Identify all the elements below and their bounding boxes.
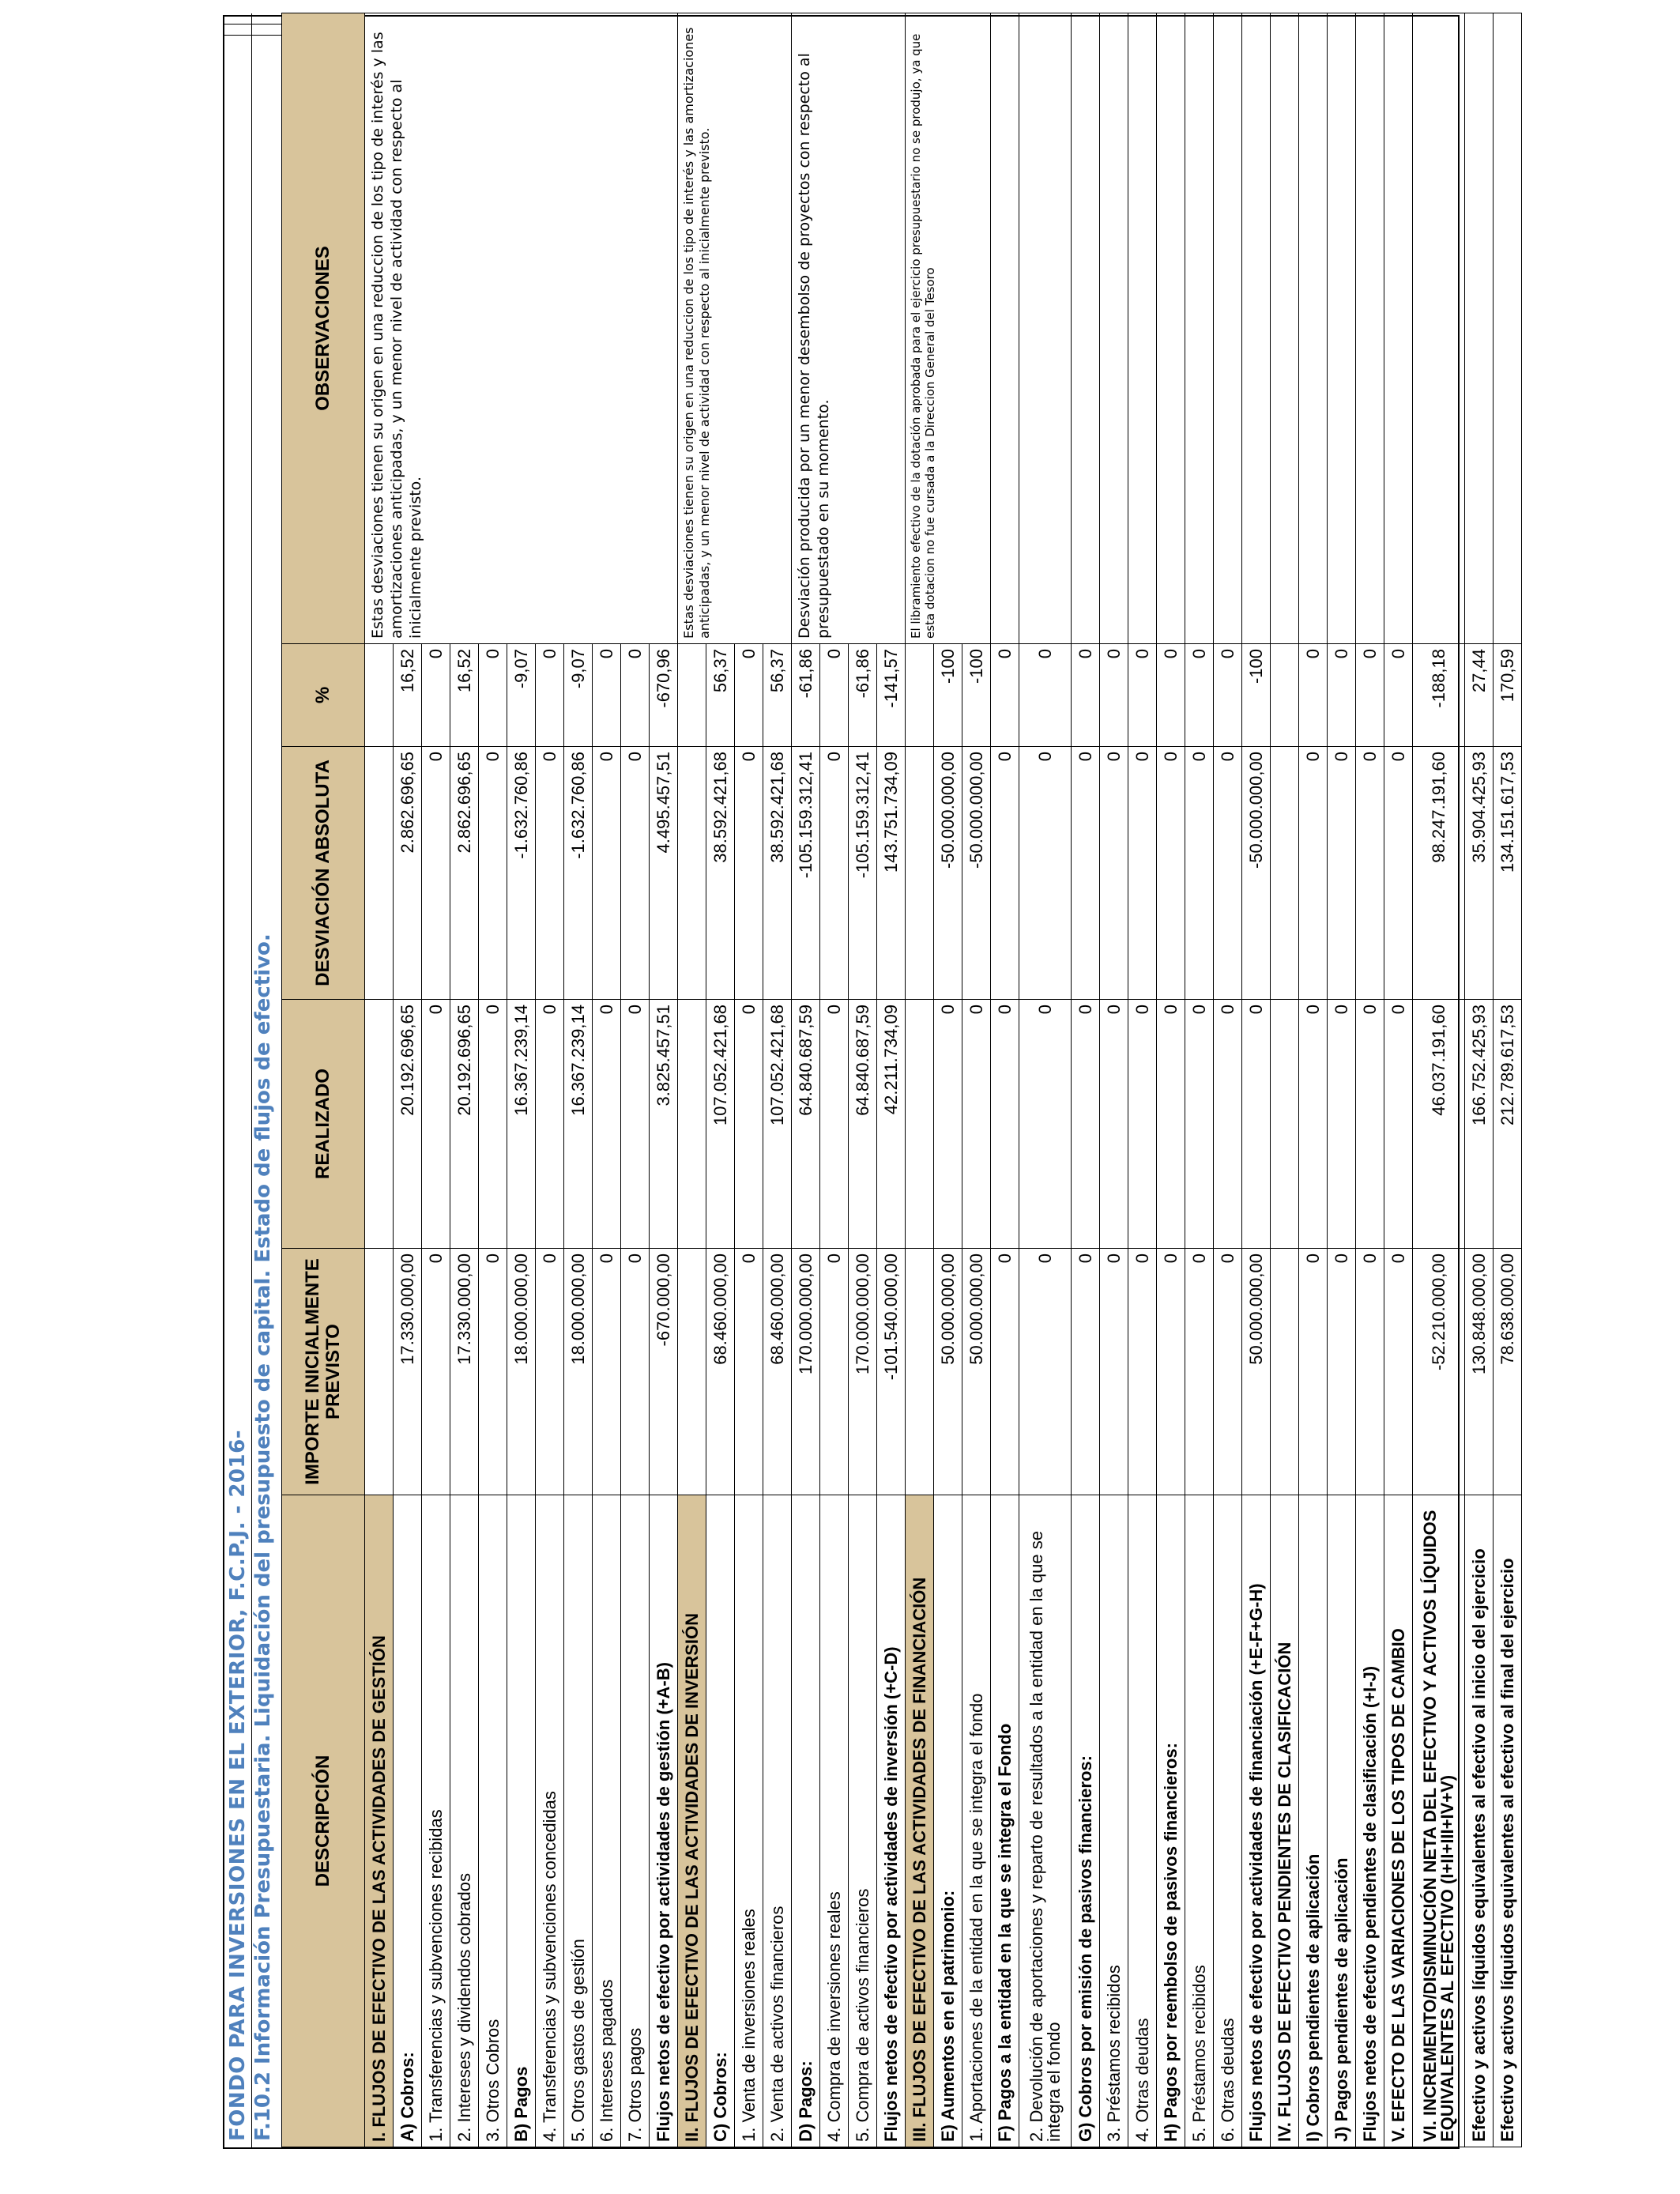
- row-realizado: 0: [1356, 1000, 1384, 1249]
- row-realizado: 0: [1242, 1000, 1271, 1249]
- row-percent: 0: [1299, 644, 1328, 747]
- row-description: 2. Venta de activos financieros: [763, 1495, 792, 2147]
- table-row: [1271, 13, 1299, 2147]
- row-desviacion: 2.862.696,65: [450, 747, 479, 1000]
- row-realizado: 0: [1019, 1000, 1072, 1249]
- row-previsto: 0: [1384, 1249, 1413, 1495]
- row-description: 4. Compra de inversiones reales: [820, 1495, 849, 2147]
- row-percent: 0: [1128, 644, 1157, 747]
- row-previsto: 50.000.000,00: [934, 1249, 962, 1495]
- row-previsto: 0: [1072, 1249, 1100, 1495]
- table-row: [1185, 13, 1214, 2147]
- row-description: Flujos netos de efectivo por actividades de gestión (+A-B): [650, 1495, 678, 2147]
- row-realizado: 3.825.457,51: [650, 1000, 678, 1249]
- observation-empty: [1157, 13, 1185, 644]
- row-previsto: 170.000.000,00: [792, 1249, 820, 1495]
- col-header-realizado: REALIZADO: [282, 1000, 365, 1249]
- row-realizado: 0: [1128, 1000, 1157, 1249]
- row-desviacion: -105.159.312,41: [849, 747, 877, 1000]
- row-desviacion: 0: [1185, 747, 1214, 1000]
- table-row: [1299, 13, 1328, 2147]
- row-realizado: 0: [735, 1000, 763, 1249]
- row-description: 6. Intereses pagados: [593, 1495, 621, 2147]
- row-description: 5. Préstamos recibidos: [1185, 1495, 1214, 2147]
- row-realizado: [365, 1000, 394, 1249]
- row-percent: 0: [1185, 644, 1214, 747]
- observation-empty: [1328, 13, 1356, 644]
- observation-empty: [1299, 13, 1328, 644]
- row-realizado: 0: [991, 1000, 1019, 1249]
- observation-cell: Desviación producida por un menor desembolso de proyectos con respecto al presupuestado en su momento.: [792, 13, 906, 644]
- row-desviacion: 0: [1100, 747, 1128, 1000]
- report-subtitle: F.10.2 Información Presupuestaria. Liquidación del presupuesto de capital. Estado de flujos de efectivo.: [251, 933, 275, 2141]
- row-realizado: 20.192.696,65: [450, 1000, 479, 1249]
- row-desviacion: 134.151.617,53: [1494, 747, 1522, 1000]
- title-column-divider: [224, 24, 281, 25]
- row-percent: -9,07: [564, 644, 593, 747]
- row-desviacion: 0: [1328, 747, 1356, 1000]
- row-previsto: 0: [1019, 1249, 1072, 1495]
- row-percent: 0: [1356, 644, 1384, 747]
- row-percent: 0: [479, 644, 507, 747]
- row-realizado: 107.052.421,68: [706, 1000, 735, 1249]
- row-description: 4. Otras deudas: [1128, 1495, 1157, 2147]
- row-description: G) Cobros por emisión de pasivos financieros:: [1072, 1495, 1100, 2147]
- row-desviacion: 35.904.425,93: [1465, 747, 1494, 1000]
- row-realizado: 16.367.239,14: [564, 1000, 593, 1249]
- row-previsto: 0: [1214, 1249, 1242, 1495]
- observation-empty: [1465, 13, 1494, 644]
- row-percent: 0: [593, 644, 621, 747]
- row-percent: 16,52: [394, 644, 422, 747]
- row-description: 7. Otros pagos: [621, 1495, 650, 2147]
- table-row: [1384, 13, 1413, 2147]
- row-desviacion: [365, 747, 394, 1000]
- row-percent: 170,59: [1494, 644, 1522, 747]
- row-realizado: 0: [1214, 1000, 1242, 1249]
- row-description: D) Pagos:: [792, 1495, 820, 2147]
- row-percent: [906, 644, 934, 747]
- observation-empty: [1128, 13, 1157, 644]
- table-row: [792, 13, 820, 2147]
- row-description: 5. Otros gastos de gestión: [564, 1495, 593, 2147]
- row-previsto: [1271, 1249, 1299, 1495]
- row-previsto: 130.848.000,00: [1465, 1249, 1494, 1495]
- table-row: [906, 13, 934, 2147]
- row-previsto: 0: [1185, 1249, 1214, 1495]
- row-desviacion: [678, 747, 706, 1000]
- row-realizado: [678, 1000, 706, 1249]
- row-percent: -61,86: [849, 644, 877, 747]
- row-realizado: 107.052.421,68: [763, 1000, 792, 1249]
- row-desviacion: 0: [1299, 747, 1328, 1000]
- observation-empty: [991, 13, 1019, 644]
- row-percent: -188,18: [1413, 644, 1465, 747]
- row-previsto: 50.000.000,00: [1242, 1249, 1271, 1495]
- row-previsto: 0: [536, 1249, 564, 1495]
- table-row: [991, 13, 1019, 2147]
- table-row: [1328, 13, 1356, 2147]
- row-description: V. EFECTO DE LAS VARIACIONES DE LOS TIPOS DE CAMBIO: [1384, 1495, 1413, 2147]
- row-desviacion: -50.000.000,00: [962, 747, 991, 1000]
- row-previsto: 18.000.000,00: [564, 1249, 593, 1495]
- row-previsto: -52.210.000,00: [1413, 1249, 1465, 1495]
- row-description: III. FLUJOS DE EFECTIVO DE LAS ACTIVIDADES DE FINANCIACIÓN: [906, 1495, 934, 2147]
- row-realizado: 0: [621, 1000, 650, 1249]
- observation-empty: [1214, 13, 1242, 644]
- row-description: VI. INCREMENTO/DISMINUCIÓN NETA DEL EFECTIVO Y ACTIVOS LÍQUIDOS EQUIVALENTES AL EFECTIVO (I+II+III+IV+V): [1413, 1495, 1465, 2147]
- table-row: [1465, 13, 1494, 2147]
- row-previsto: 0: [1328, 1249, 1356, 1495]
- row-description: 6. Otras deudas: [1214, 1495, 1242, 2147]
- row-desviacion: 0: [1072, 747, 1100, 1000]
- row-description: 1. Venta de inversiones reales: [735, 1495, 763, 2147]
- row-previsto: 170.000.000,00: [849, 1249, 877, 1495]
- row-desviacion: 0: [1356, 747, 1384, 1000]
- row-percent: -100: [1242, 644, 1271, 747]
- row-percent: 56,37: [763, 644, 792, 747]
- row-description: I. FLUJOS DE EFECTIVO DE LAS ACTIVIDADES DE GESTIÓN: [365, 1495, 394, 2147]
- row-realizado: 0: [479, 1000, 507, 1249]
- row-realizado: 0: [1185, 1000, 1214, 1249]
- row-description: 5. Compra de activos financieros: [849, 1495, 877, 2147]
- observation-empty: [1384, 13, 1413, 644]
- row-previsto: -101.540.000,00: [877, 1249, 906, 1495]
- table-body: [365, 13, 1522, 2147]
- observation-empty: [1494, 13, 1522, 644]
- observation-cell: Estas desviaciones tienen su origen en una reduccion de los tipo de interés y las amortizaciones anticipadas, y un menor nivel de actividad con respecto al inicialmente previsto.: [365, 13, 678, 644]
- row-realizado: 64.840.687,59: [849, 1000, 877, 1249]
- row-desviacion: 0: [1128, 747, 1157, 1000]
- row-description: J) Pagos pendientes de aplicación: [1328, 1495, 1356, 2147]
- row-desviacion: 2.862.696,65: [394, 747, 422, 1000]
- row-realizado: 0: [1328, 1000, 1356, 1249]
- row-desviacion: 4.495.457,51: [650, 747, 678, 1000]
- observation-cell: El libramiento efectivo de la dotación aprobada para el ejercicio presupuestario no se produjo, ya que esta dotacion no fue cursada a la Direccion General del Tesoro: [906, 13, 991, 644]
- row-percent: -100: [962, 644, 991, 747]
- table-row: [1242, 13, 1271, 2147]
- table-row: [1356, 13, 1384, 2147]
- row-percent: 0: [536, 644, 564, 747]
- col-header-desviacion: DESVIACIÓN ABSOLUTA: [282, 747, 365, 1000]
- col-header-previsto: IMPORTE INICIALMENTE PREVISTO: [282, 1249, 365, 1495]
- row-previsto: 0: [820, 1249, 849, 1495]
- row-previsto: 50.000.000,00: [962, 1249, 991, 1495]
- row-description: 3. Otros Cobros: [479, 1495, 507, 2147]
- row-description: II. FLUJOS DE EFECTIVO DE LAS ACTIVIDADES DE INVERSIÓN: [678, 1495, 706, 2147]
- observation-empty: [1019, 13, 1072, 644]
- row-percent: -670,96: [650, 644, 678, 747]
- table-row: [1072, 13, 1100, 2147]
- row-description: IV. FLUJOS DE EFECTIVO PENDIENTES DE CLASIFICACIÓN: [1271, 1495, 1299, 2147]
- row-desviacion: 0: [1214, 747, 1242, 1000]
- row-realizado: 0: [536, 1000, 564, 1249]
- row-percent: -61,86: [792, 644, 820, 747]
- row-previsto: 17.330.000,00: [394, 1249, 422, 1495]
- row-realizado: [1271, 1000, 1299, 1249]
- row-previsto: 0: [1299, 1249, 1328, 1495]
- row-realizado: 0: [934, 1000, 962, 1249]
- row-percent: [365, 644, 394, 747]
- row-percent: 0: [1072, 644, 1100, 747]
- row-desviacion: 0: [536, 747, 564, 1000]
- row-description: Flujos netos de efectivo pendientes de clasificación (+I-J): [1356, 1495, 1384, 2147]
- observation-cell: Estas desviaciones tienen su origen en una reduccion de los tipo de interés y las amortizaciones anticipadas, y un menor nivel de actividad con respecto al inicialmente previsto.: [678, 13, 792, 644]
- row-desviacion: 0: [820, 747, 849, 1000]
- row-percent: 16,52: [450, 644, 479, 747]
- table-row: [1494, 13, 1522, 2147]
- title-divider: [251, 13, 252, 2147]
- row-description: 1. Aportaciones de la entidad en la que se integra el fondo: [962, 1495, 991, 2147]
- table-row: [365, 13, 394, 2147]
- row-previsto: 78.638.000,00: [1494, 1249, 1522, 1495]
- row-previsto: 68.460.000,00: [706, 1249, 735, 1495]
- col-header-percent: %: [282, 644, 365, 747]
- row-desviacion: 0: [1019, 747, 1072, 1000]
- row-realizado: 0: [1384, 1000, 1413, 1249]
- row-previsto: [678, 1249, 706, 1495]
- row-previsto: 0: [593, 1249, 621, 1495]
- row-percent: -100: [934, 644, 962, 747]
- row-percent: [678, 644, 706, 747]
- observation-empty: [1271, 13, 1299, 644]
- row-realizado: 64.840.687,59: [792, 1000, 820, 1249]
- row-realizado: 0: [422, 1000, 450, 1249]
- row-description: Efectivo y activos líquidos equivalentes al efectivo al final del ejercicio: [1494, 1495, 1522, 2147]
- row-percent: 0: [1328, 644, 1356, 747]
- row-description: 1. Transferencias y subvenciones recibidas: [422, 1495, 450, 2147]
- table-row: [1157, 13, 1185, 2147]
- row-previsto: 0: [735, 1249, 763, 1495]
- row-realizado: 0: [1100, 1000, 1128, 1249]
- row-percent: 0: [1100, 644, 1128, 747]
- row-percent: 56,37: [706, 644, 735, 747]
- row-previsto: 0: [479, 1249, 507, 1495]
- row-realizado: 212.789.617,53: [1494, 1000, 1522, 1249]
- row-realizado: [906, 1000, 934, 1249]
- row-previsto: 68.460.000,00: [763, 1249, 792, 1495]
- row-previsto: 0: [1100, 1249, 1128, 1495]
- row-percent: 0: [735, 644, 763, 747]
- row-desviacion: 0: [1384, 747, 1413, 1000]
- row-previsto: [906, 1249, 934, 1495]
- row-previsto: 0: [991, 1249, 1019, 1495]
- row-percent: [1271, 644, 1299, 747]
- table-row: [1128, 13, 1157, 2147]
- row-realizado: 20.192.696,65: [394, 1000, 422, 1249]
- row-realizado: 42.211.734,09: [877, 1000, 906, 1249]
- row-previsto: 0: [422, 1249, 450, 1495]
- table-row: [1214, 13, 1242, 2147]
- observation-empty: [1356, 13, 1384, 644]
- row-percent: 0: [1157, 644, 1185, 747]
- row-description: Flujos netos de efectivo por actividades de financiación (+E-F+G-H): [1242, 1495, 1271, 2147]
- row-desviacion: 0: [991, 747, 1019, 1000]
- row-desviacion: -1.632.760,86: [507, 747, 536, 1000]
- row-realizado: 0: [962, 1000, 991, 1249]
- row-percent: -141,57: [877, 644, 906, 747]
- row-percent: 27,44: [1465, 644, 1494, 747]
- row-percent: 0: [1384, 644, 1413, 747]
- row-realizado: 0: [1157, 1000, 1185, 1249]
- row-previsto: 0: [621, 1249, 650, 1495]
- observation-empty: [1242, 13, 1271, 644]
- row-percent: 0: [1019, 644, 1072, 747]
- row-realizado: 0: [1299, 1000, 1328, 1249]
- row-percent: 0: [991, 644, 1019, 747]
- row-previsto: 17.330.000,00: [450, 1249, 479, 1495]
- row-description: E) Aumentos en el patrimonio:: [934, 1495, 962, 2147]
- table-row: [1413, 13, 1465, 2147]
- row-desviacion: [906, 747, 934, 1000]
- title-column-divider: [224, 35, 281, 36]
- row-desviacion: 38.592.421,68: [706, 747, 735, 1000]
- row-desviacion: 0: [1157, 747, 1185, 1000]
- row-realizado: 0: [593, 1000, 621, 1249]
- row-previsto: -670.000,00: [650, 1249, 678, 1495]
- row-desviacion: 0: [593, 747, 621, 1000]
- row-description: B) Pagos: [507, 1495, 536, 2147]
- row-previsto: 0: [1356, 1249, 1384, 1495]
- observation-empty: [1413, 13, 1465, 644]
- observation-empty: [1185, 13, 1214, 644]
- row-desviacion: 143.751.734,09: [877, 747, 906, 1000]
- budget-sheet: [223, 15, 1517, 2149]
- col-header-description: DESCRIPCIÓN: [282, 1495, 365, 2147]
- row-percent: 0: [621, 644, 650, 747]
- row-desviacion: [1271, 747, 1299, 1000]
- row-description: A) Cobros:: [394, 1495, 422, 2147]
- cash-flow-table: [281, 13, 1522, 2147]
- table-row: [678, 13, 706, 2147]
- observation-empty: [1072, 13, 1100, 644]
- row-description: 2. Intereses y dividendos cobrados: [450, 1495, 479, 2147]
- row-percent: -9,07: [507, 644, 536, 747]
- row-description: 3. Préstamos recibidos: [1100, 1495, 1128, 2147]
- fund-title: FONDO PARA INVERSIONES EN EL EXTERIOR, F.C.P.J. - 2016-: [226, 1430, 250, 2141]
- row-desviacion: 0: [479, 747, 507, 1000]
- table-row: [1100, 13, 1128, 2147]
- row-description: 2. Devolución de aportaciones y reparto de resultados a la entidad en la que se integra el fondo: [1019, 1495, 1072, 2147]
- row-desviacion: -50.000.000,00: [1242, 747, 1271, 1000]
- observation-empty: [1100, 13, 1128, 644]
- row-previsto: 18.000.000,00: [507, 1249, 536, 1495]
- row-desviacion: -50.000.000,00: [934, 747, 962, 1000]
- table-row: [1019, 13, 1072, 2147]
- row-desviacion: 0: [422, 747, 450, 1000]
- header-row: [282, 13, 365, 2147]
- row-percent: 0: [422, 644, 450, 747]
- row-previsto: [365, 1249, 394, 1495]
- row-previsto: 0: [1157, 1249, 1185, 1495]
- row-realizado: 16.367.239,14: [507, 1000, 536, 1249]
- row-description: H) Pagos por reembolso de pasivos financieros:: [1157, 1495, 1185, 2147]
- row-realizado: 46.037.191,60: [1413, 1000, 1465, 1249]
- row-percent: 0: [1214, 644, 1242, 747]
- row-realizado: 166.752.425,93: [1465, 1000, 1494, 1249]
- row-desviacion: 98.247.191,60: [1413, 747, 1465, 1000]
- row-desviacion: 0: [735, 747, 763, 1000]
- row-description: 4. Transferencias y subvenciones concedidas: [536, 1495, 564, 2147]
- row-realizado: 0: [820, 1000, 849, 1249]
- row-percent: 0: [820, 644, 849, 747]
- row-previsto: 0: [1128, 1249, 1157, 1495]
- row-description: C) Cobros:: [706, 1495, 735, 2147]
- row-realizado: 0: [1072, 1000, 1100, 1249]
- row-description: F) Pagos a la entidad en la que se integra el Fondo: [991, 1495, 1019, 2147]
- row-desviacion: -105.159.312,41: [792, 747, 820, 1000]
- col-header-observaciones: OBSERVACIONES: [282, 13, 365, 644]
- row-description: Flujos netos de efectivo por actividades de inversión (+C-D): [877, 1495, 906, 2147]
- row-desviacion: 0: [621, 747, 650, 1000]
- row-description: I) Cobros pendientes de aplicación: [1299, 1495, 1328, 2147]
- row-desviacion: -1.632.760,86: [564, 747, 593, 1000]
- row-desviacion: 38.592.421,68: [763, 747, 792, 1000]
- row-description: Efectivo y activos líquidos equivalentes al efectivo al inicio del ejercicio: [1465, 1495, 1494, 2147]
